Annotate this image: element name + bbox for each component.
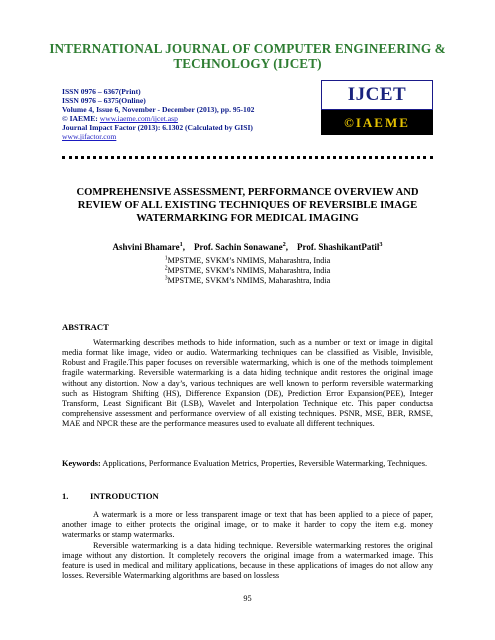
introduction-heading [62,491,159,501]
affiliation-sup: 2 [164,265,168,272]
author-sup: 1 [179,241,183,248]
issn-print: ISSN 0976 – 6367(Print) [62,87,141,96]
section-title: INTRODUCTION [90,491,159,501]
ijcet-logo-text: IJCET [321,80,433,110]
affiliation-line [62,256,433,266]
journal-title-line2: TECHNOLOGY (IJCET) [173,56,322,71]
author-list: Ashvini Bhamare$^1$, Prof. Sachin Sonawane$^2$, Prof. ShashikantPatil$^3$ [112,241,383,252]
keywords-label: Keywords: [62,459,101,468]
abstract-heading: ABSTRACT [62,322,109,332]
affiliations [62,256,433,286]
volume-info: Volume 4, Issue 6, November - December (2013), pp. 95-102 [62,105,255,115]
iaeme-logo-text: ©IAEME [321,110,433,135]
issn-online: ISSN 0976 – 6375(Online) [62,96,146,106]
paper-title [66,186,429,225]
intro-paragraph-2: Reversible watermarking is a data hiding technique. Reversible watermarking restores the original image without any distortion. It completely recovers the original image from a watermarked image. This feature is used in medical and military applications, because in these applications of images do not allow any losses. Reversible Watermarking algorithms are based on lossless [62,541,433,581]
journal-title [30,41,465,71]
iaeme-url-link[interactable]: www.iaeme.com/ijcet.asp [99,114,178,124]
ijcet-logo [321,80,433,135]
paper-title-line2: REVIEW OF ALL EXISTING TECHNIQUES OF REVERSIBLE IMAGE [77,200,418,211]
jifactor-url-link[interactable]: www.jifactor.com [62,132,117,142]
author-name: Prof. Sachin Sonawane [193,242,283,252]
page-number: 95 [243,594,252,603]
affiliation-sup: 1 [164,255,168,262]
keywords [62,459,433,469]
affiliation-line [62,266,433,276]
journal-meta [62,87,312,142]
author-name: Prof. ShashikantPatil [297,242,380,252]
keywords-text: Applications, Performance Evaluation Metrics, Properties, Reversible Watermarking, Techniques. [100,459,428,468]
iaeme-prefix: © IAEME: [62,114,100,124]
iaeme-line [62,114,312,123]
affiliation-text: MPSTME, SVKM’s NMIMS, Maharashtra, India [167,266,331,275]
author-sup: 3 [379,241,383,248]
affiliation-text: MPSTME, SVKM’s NMIMS, Maharashtra, India [167,276,331,285]
affiliation-line [62,276,433,286]
affiliation-text: MPSTME, SVKM’s NMIMS, Maharashtra, India [167,256,331,265]
section-number: 1. [62,491,69,501]
journal-title-line1: INTERNATIONAL JOURNAL OF COMPUTER ENGINEERING & [49,41,446,56]
paper-title-line1: COMPREHENSIVE ASSESSMENT, PERFORMANCE OVERVIEW AND [76,187,419,198]
abstract-body: Watermarking describes methods to hide information, such as a number or text or image in digital media format like image, video or audio. Watermarking techniques can be classified as Visible, Invisible, Robust and Fragile.This paper focuses on reversible watermarking, which is one of the methods toimplement fragile watermarking. Reversible watermarking is a data hiding technique andit restores the original image without any distortion. Now a day’s, various techniques are well known to perform reversible watermarking such as Histogram Shifting (HS), Difference Expansion (DE), Prediction Error Expansion(PEE), Integer Transform, Least Significant Bit (LSB), Wavelet and Interpolation Technique etc. This paper conductsa comprehensive assessment and performance overview of all existing techniques. PSNR, MSE, BER, RMSE, MAE and NPCR these are the performance measures used to evaluate all different techniques. [62,338,433,429]
intro-paragraph-1: A watermark is a more or less transparent image or text that has been applied to a piece of paper, another image to either protects the original image, or to make it harder to copy the item e.g. money watermarks or stamp watermarks. [62,510,433,540]
author-name: Ashvini Bhamare [112,242,180,252]
header-divider [62,156,433,159]
author-sup: 2 [282,241,286,248]
paper-title-line3: WATERMARKING FOR MEDICAL IMAGING [136,213,359,224]
affiliation-sup: 3 [164,275,168,282]
impact-factor: Journal Impact Factor (2013): 6.1302 (Calculated by GISI) [62,123,253,133]
